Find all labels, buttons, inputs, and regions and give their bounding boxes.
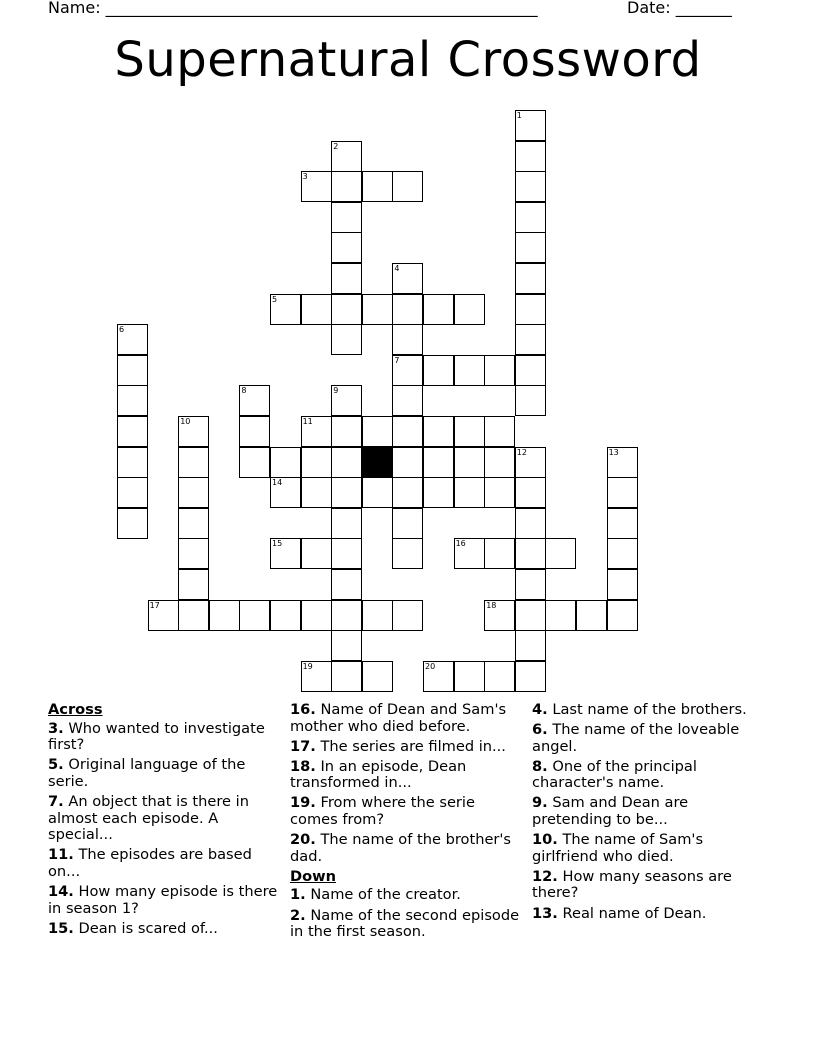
crossword-cell[interactable]: [515, 569, 546, 600]
down-clue: 9. Sam and Dean are pretending to be...: [532, 794, 689, 829]
crossword-cell[interactable]: [331, 294, 362, 325]
crossword-cell[interactable]: [484, 416, 515, 447]
crossword-cell[interactable]: [301, 416, 332, 447]
crossword-cell[interactable]: [362, 661, 393, 692]
across-clue: 19. From where the serie comes from?: [290, 794, 475, 829]
crossword-cell[interactable]: [392, 324, 423, 355]
crossword-cell[interactable]: [423, 477, 454, 508]
crossword-cell[interactable]: [484, 355, 515, 386]
crossword-cell[interactable]: [515, 661, 546, 692]
crossword-cell[interactable]: [515, 538, 546, 569]
crossword-cell[interactable]: [454, 355, 485, 386]
crossword-cell[interactable]: [117, 385, 148, 416]
cell-number: 10: [180, 417, 191, 426]
crossword-cell[interactable]: [239, 600, 270, 631]
crossword-cell[interactable]: [515, 385, 546, 416]
crossword-cell[interactable]: [178, 538, 209, 569]
crossword-cell[interactable]: [362, 294, 393, 325]
crossword-cell[interactable]: [423, 294, 454, 325]
down-clue: 12. How many seasons are there?: [532, 867, 732, 902]
crossword-cell[interactable]: [362, 416, 393, 447]
crossword-cell[interactable]: [331, 141, 362, 172]
down-clue: 4. Last name of the brothers.: [532, 701, 747, 718]
crossword-cell[interactable]: [515, 600, 546, 631]
crossword-cell[interactable]: [301, 477, 332, 508]
across-heading: Across: [48, 701, 103, 718]
crossword-cell[interactable]: [331, 171, 362, 202]
down-clue: 1. Name of the creator.: [290, 886, 461, 904]
crossword-cell[interactable]: [331, 324, 362, 355]
crossword-cell[interactable]: [117, 324, 148, 355]
crossword-cell[interactable]: [270, 538, 301, 569]
crossword-cell[interactable]: [331, 263, 362, 294]
crossword-cell[interactable]: [270, 600, 301, 631]
crossword-cell[interactable]: [515, 355, 546, 386]
across-clue: 3. Who wanted to investigate first?: [48, 719, 265, 754]
down-clue: 2. Name of the second episode in the first season.: [290, 906, 520, 941]
crossword-cell[interactable]: [392, 171, 423, 202]
crossword-cell[interactable]: [515, 202, 546, 233]
crossword-cell[interactable]: [239, 385, 270, 416]
crossword-cell[interactable]: [178, 416, 209, 447]
crossword-cell[interactable]: [178, 447, 209, 478]
crossword-cell[interactable]: [331, 202, 362, 233]
crossword-cell[interactable]: [392, 294, 423, 325]
crossword-cell[interactable]: [331, 630, 362, 661]
crossword-cell[interactable]: [515, 477, 546, 508]
crossword-cell[interactable]: [423, 447, 454, 478]
crossword-cell[interactable]: [270, 447, 301, 478]
down-clue: 8. One of the principal character's name.: [532, 757, 697, 792]
crossword-cell[interactable]: [484, 447, 515, 478]
crossword-cell[interactable]: [607, 600, 638, 631]
crossword-cell[interactable]: [454, 477, 485, 508]
crossword-cell[interactable]: [515, 141, 546, 172]
crossword-cell[interactable]: [392, 538, 423, 569]
crossword-cell[interactable]: [117, 508, 148, 539]
date-field-label: Date: _______: [627, 0, 732, 17]
cell-number: 3: [302, 172, 308, 182]
crossword-cell[interactable]: [117, 355, 148, 386]
crossword-cell[interactable]: [515, 447, 546, 478]
crossword-cell[interactable]: [331, 385, 362, 416]
crossword-cell[interactable]: [301, 294, 332, 325]
crossword-cell[interactable]: [484, 477, 515, 508]
crossword-cell[interactable]: [301, 600, 332, 631]
cell-number: 4: [394, 264, 400, 273]
crossword-cell[interactable]: [392, 355, 423, 386]
crossword-cell[interactable]: [484, 661, 515, 692]
crossword-cell[interactable]: [515, 630, 546, 661]
across-clue: 7. An object that is there in almost each episode. A special...: [48, 792, 249, 844]
cell-number: 7: [394, 355, 400, 365]
crossword-cell[interactable]: [331, 232, 362, 263]
crossword-cell[interactable]: [117, 477, 148, 508]
crossword-cell[interactable]: [117, 447, 148, 478]
crossword-cell[interactable]: [454, 538, 485, 569]
crossword-cell[interactable]: [607, 508, 638, 539]
crossword-cell[interactable]: [392, 385, 423, 416]
cell-number: 9: [333, 386, 339, 396]
cell-number: 18: [486, 600, 497, 610]
crossword-cell[interactable]: [392, 508, 423, 539]
across-clue: 5. Original language of the serie.: [48, 756, 246, 790]
across-clue: 14. How many episode is there in season 1?: [48, 882, 278, 917]
crossword-cell[interactable]: [515, 324, 546, 355]
crossword-cell[interactable]: [331, 538, 362, 569]
crossword-cell[interactable]: [607, 477, 638, 508]
crossword-cell[interactable]: [117, 416, 148, 447]
crossword-cell[interactable]: [484, 538, 515, 569]
crossword-cell[interactable]: [515, 263, 546, 294]
crossword-cell[interactable]: [392, 263, 423, 294]
cell-number: 11: [302, 417, 313, 426]
cell-number: 19: [302, 661, 313, 671]
crossword-cell[interactable]: [454, 294, 485, 325]
cell-number: 16: [455, 539, 466, 549]
crossword-cell[interactable]: [178, 600, 209, 631]
crossword-cell[interactable]: [607, 538, 638, 569]
clues-column-3: [532, 702, 767, 926]
crossword-cell[interactable]: [362, 477, 393, 508]
cell-number: 15: [272, 539, 283, 549]
crossword-cell[interactable]: [331, 447, 362, 478]
crossword-cell[interactable]: [545, 538, 576, 569]
across-clue: 18. In an episode, Dean transformed in...: [290, 757, 467, 792]
crossword-cell[interactable]: [607, 569, 638, 600]
crossword-cell[interactable]: [515, 110, 546, 141]
crossword-cell[interactable]: [392, 477, 423, 508]
crossword-cell[interactable]: [545, 600, 576, 631]
crossword-cell[interactable]: [148, 600, 179, 631]
crossword-cell[interactable]: [515, 508, 546, 539]
crossword-cell[interactable]: [423, 355, 454, 386]
cell-number: 6: [119, 325, 125, 335]
cell-number: 20: [425, 661, 436, 671]
crossword-cell[interactable]: [392, 600, 423, 631]
cell-number: 8: [241, 386, 247, 396]
crossword-cell[interactable]: [331, 508, 362, 539]
name-field-label: Name: ______________________________________________________: [48, 0, 538, 17]
crossword-cell[interactable]: [239, 447, 270, 478]
crossword-cell[interactable]: [301, 447, 332, 478]
cell-number: 2: [333, 141, 339, 151]
crossword-cell[interactable]: [331, 569, 362, 600]
crossword-cell[interactable]: [423, 416, 454, 447]
down-heading: Down: [290, 867, 337, 885]
crossword-cell[interactable]: [270, 477, 301, 508]
cell-number: 5: [272, 294, 278, 304]
crossword-cell[interactable]: [331, 477, 362, 508]
crossword-cell[interactable]: [362, 600, 393, 631]
crossword-cell[interactable]: [270, 294, 301, 325]
crossword-cell[interactable]: [607, 447, 638, 478]
down-clue: 13. Real name of Dean.: [532, 904, 707, 922]
crossword-cell[interactable]: [331, 416, 362, 447]
down-clue: 6. The name of the loveable angel.: [532, 721, 740, 755]
crossword-cell[interactable]: [515, 171, 546, 202]
cell-number: 1: [516, 111, 522, 120]
cell-number: 12: [516, 447, 527, 457]
crossword-cell[interactable]: [178, 508, 209, 539]
page-title: Supernatural Crossword: [114, 32, 702, 88]
across-clue: 11. The episodes are based on...: [48, 846, 252, 880]
across-clue: 16. Name of Dean and Sam's mother who died before.: [290, 701, 507, 735]
down-clue: 10. The name of Sam's girlfriend who died.: [532, 831, 704, 865]
crossword-cell[interactable]: [301, 171, 332, 202]
across-clue: 17. The series are filmed in...: [290, 737, 506, 755]
crossword-cell[interactable]: [484, 600, 515, 631]
crossword-cell[interactable]: [209, 600, 240, 631]
crossword-cell[interactable]: [239, 416, 270, 447]
across-clue: 15. Dean is scared of...: [48, 919, 218, 937]
crossword-cell[interactable]: [454, 416, 485, 447]
crossword-cell[interactable]: [178, 477, 209, 508]
cell-number: 13: [608, 447, 619, 457]
crossword-cell[interactable]: [454, 661, 485, 692]
crossword-cell[interactable]: [392, 416, 423, 447]
crossword-cell[interactable]: [576, 600, 607, 631]
across-clue: 20. The name of the brother's dad.: [290, 831, 512, 865]
crossword-cell[interactable]: [515, 232, 546, 263]
crossword-block: [362, 447, 393, 478]
crossword-cell[interactable]: [331, 661, 362, 692]
crossword-cell[interactable]: [423, 661, 454, 692]
clues-column-2: [290, 702, 525, 944]
crossword-cell[interactable]: [301, 538, 332, 569]
crossword-cell[interactable]: [178, 569, 209, 600]
crossword-cell[interactable]: [392, 447, 423, 478]
crossword-cell[interactable]: [331, 600, 362, 631]
cell-number: 14: [272, 478, 283, 488]
cell-number: 17: [149, 600, 160, 610]
crossword-cell[interactable]: [454, 447, 485, 478]
crossword-cell[interactable]: [362, 171, 393, 202]
crossword-cell[interactable]: [515, 294, 546, 325]
crossword-cell[interactable]: [301, 661, 332, 692]
clues-column-1: [48, 702, 283, 941]
